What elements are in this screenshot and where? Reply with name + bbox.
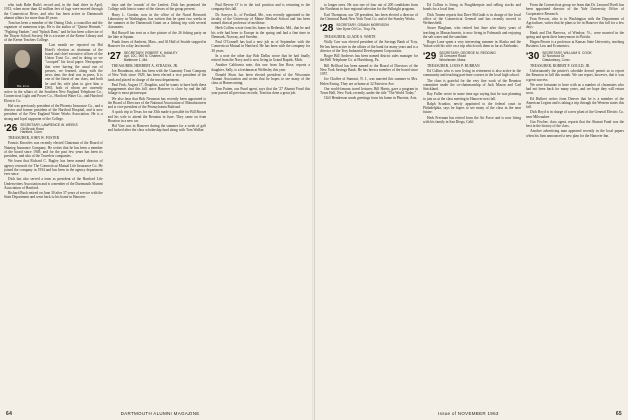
class-secretary: SECRETARY, OSMUN MORRISON Van Dyne Oil Co., Troy, Pa. <box>336 23 389 31</box>
right-page-columns <box>320 3 624 408</box>
column-6 <box>526 3 624 408</box>
paragraph: Hank and Dot Barrows, of Windsor, Vt., were married in the spring and spent their honeymoon in Florida. <box>526 30 624 39</box>
column-4 <box>320 3 418 408</box>
class-secretary: SECRETARY, ROBERT K. HAWLEY Apt. 10C, 900 N. Charles St. Baltimore 1, Md. <box>123 50 178 63</box>
running-head: DARTMOUTH ALUMNI MAGAZINE <box>120 411 200 416</box>
paragraph: TREASURER, JOHN W. FOSTER <box>8 136 60 141</box>
paragraph: Wally Carr was elected president of the Savings Bank of Troy. He has been active in the affairs of the bank for many years and is a director of the Troy Industrial Development Corporation. <box>320 40 418 53</box>
paragraph: Hal Russell has sent us a fine picture of the 26 fishing party on the lake at Squam. <box>107 30 207 39</box>
paragraph: We were fortunate to have with us a number of classmates who had not been back for many years, and we hope they will return soon. <box>526 82 624 96</box>
paragraph: Ed Collins is living in Poughkeepsie and selling stocks and bonds for a local firm. <box>423 3 521 12</box>
class-year: '28 <box>320 23 334 34</box>
paragraph: The class is grateful for the very fine work of the Reunion committee under the co-chairmanship of Jack Mason and Carl Strickland. <box>423 78 521 92</box>
paragraph: Paul O'Connell has had a new job as of September with the Connecticut Mutual in Hartford. He has been with the company for 30 years. <box>211 40 311 53</box>
paragraph: Paul Fink, August 17, Dauphin, said he wants to have both these engagements shot this fall, since Hanover is close by and the fall foliage is most picturesque. <box>107 82 207 96</box>
paragraph: Fran Prevost, who is in Washington with the Department of Agriculture, writes that he plans to be in Hanover this fall for a few days. <box>526 16 624 30</box>
paragraph: Hagen Brown is a professor at Kansas State University, teaching Business Law and Economics. <box>526 40 624 49</box>
paragraph: Ray Fuller wrote in some time ago saying that he was planning to join us at the class meeting in Hanover next fall. <box>423 92 521 101</box>
paragraph: Frank Jones of Amherst, Mass., and Al Hall of Seattle stopped in Hanover for a day last month. <box>107 40 207 49</box>
paragraph: Last month we reported on Hal Hotel's election as chairman of the board and chief executive officer of the Union Trust Co., and in doing so we "scooped" his local paper. Newspapers that were having the usual run of presses, we learned, along with the news item, the deal was in press. It is one of the finest of our class, and both he and his wife plan to give him a DSO, both of whom are currently active in the affairs of the Southern New England Telephone Co., Connecticut Light and Power Co., Hartford Water Co., and Hartford Electric Co. <box>4 43 103 103</box>
paragraph: Herb Freeman has retired from the Air Force and is now living with his family in San Diego, Calif. <box>423 115 521 124</box>
paragraph: In a note the other day Bob Dallas wrote that he had finally retired from the Navy and is now living in Grand Rapids, Mich. <box>211 53 311 62</box>
paragraph: Stowe Bingham, who retired last June after thirty years of teaching in Massachusetts, is now living in Falmouth and enjoying the salt water and the sunshine. <box>423 26 521 39</box>
paragraph: Another advertising man appeared recently in the local papers when his firm announced a new plan for the Hanover Inn. <box>526 129 624 138</box>
class-header <box>423 51 521 63</box>
paragraph: Hal Vare was in Hanover during the summer for a week of golf and looked after the class scholarship fund along with Tom Walker. <box>107 124 207 133</box>
class-header <box>4 123 103 135</box>
paragraph: Hal was previously president of the Phoenix Insurance Co., and a director and former president of the Hartford Hospital, and is now president of the New England Water Works Association. He is a strong and loyal supporter of the College. <box>4 103 103 121</box>
column-2 <box>108 3 207 408</box>
paragraph: TREASURER, LOUIS P. BURBAN <box>427 63 480 68</box>
class-year: '29 <box>423 50 437 62</box>
paragraph: Unfortunately the printer's schedule doesn't permit us to report the Reunion in full this month. We can report, however, that it was a great success. <box>526 69 624 82</box>
paragraph: Joe Chaffee of Summit, N. J., was married this summer to Mrs. Helen Ewing. They are at home at 32 Fairview Ave. <box>320 77 418 86</box>
photo-caption: Hal, let us <box>16 84 30 88</box>
paragraph: Paul Revere O' is in the tool position and is returning to the company this fall. <box>211 3 311 12</box>
class-secretary: SECRETARY, LAWRENCE W. WEEKS Old Brook Road Hartford, Conn. <box>20 122 78 135</box>
paragraph: Joe Broadman, who has been with the Guaranty Trust Company of New York since 1929, has been elected a vice president of the bank and placed in charge of the trust department. <box>107 69 207 82</box>
running-head: Issue of NOVEMBER 1963 <box>438 411 499 416</box>
paragraph: Dick Boyd is in charge of a new plant of the General Electric Co. near Milwaukee. <box>526 110 624 119</box>
left-page-columns <box>4 3 310 408</box>
paragraph: Donald Shaw has been elected president of the Wisconsin Alumni Association and writes that he hopes to see many of the class at Homecoming. <box>211 72 311 86</box>
class-header <box>320 23 418 34</box>
paragraph: From the Connecticut group we learn that Dr. Leonard Dwelt has been appointed director of the Yale University Office of Cooperative Research. <box>526 3 624 16</box>
page-footer <box>315 409 628 418</box>
class-header <box>526 51 624 63</box>
paragraph: TREASURER, ROBERT P. GOULD, JR. <box>530 63 591 68</box>
paragraph: Dick has also served a term as president of the Hartford Life Underwriters Association and is a member of the Dartmouth Alumni Association of Hartford. <box>4 177 103 190</box>
paragraph: Herb Collins wrote from his home in Bethesda, Md., that he and his wife had been to Europe in the spring and had a fine time in Denmark, Norway, and Sweden. <box>211 26 311 39</box>
paragraph: Our world-famous travel lecturer, Bill Harris, gave a program in Town Hall, New York, recently, under the title "The World Today." <box>320 86 418 95</box>
paragraph: Harry L. Gordon, now in the office of the Naval Research Laboratory in Washington, has written that he spent two weeks in the summer at the Dartmouth Grant on a fishing trip with several classmates. <box>107 12 207 30</box>
column-1 <box>4 3 103 408</box>
paragraph: Gus Fischer, class agent, reports that the Alumni Fund was the best in the history of the class. <box>526 119 624 129</box>
page-number: 64 <box>6 410 13 417</box>
portrait-photo <box>4 44 42 88</box>
paragraph: Dick Tranen reports that Dave McGrath is in charge of the local office of the Connecticut General and has recently moved to Wethersfield. <box>423 12 521 25</box>
column-3 <box>211 3 310 408</box>
paragraph: Bill Bellford has been named to the Board of Directors of the New York Savings Bank. He has been a member of the board since 1957. <box>320 63 418 76</box>
page-footer <box>0 409 314 418</box>
class-secretary: SECRETARY, GEORGE M. REDDING 18 Crescent Road Winchester, Mass. <box>439 50 496 63</box>
paragraph: Ralph Scanlon, newly appointed to the federal court in Philadelphia, says he hopes to see many of the class in the near future. <box>423 101 521 115</box>
paragraph: Roger Lane spent a very interesting summer in Alaska and the Yukon with his wife on a trip which took them as far as Fairbanks. <box>423 40 521 49</box>
class-secretary: SECRETARY, WILLIAM S. COOK 42 Norwood Dr. Glastonbury, Conn. <box>542 50 592 63</box>
paragraph: Francis Knowles was recently elected Chairman of the Board of Nutmeg Insurance Company. He writes that he has been a member of the board since 1949, and for the past few years has been its president, and also of the Travelers companies. <box>4 141 103 159</box>
paragraph: A quick trip to Texas for our 35th made it possible for Bill Brown and his wife to attend the Reunion in June. They came on from Houston in a new car. <box>107 110 207 123</box>
paragraph: We learn that Richard C. Bagley has been named director of agency research for The Connecticut Mutual Life Insurance Co. He joined the company in 1934 and has been in the agency department ever since. <box>4 159 103 177</box>
paragraph: Richard Buck retired on June 30 after 37 years of service with the State Department and went back to his home in Hanover. <box>4 191 103 200</box>
paragraph: We also hear that Bob Nessman has recently been appointed to the Board of Directors of the National Association of Manufacturers and is vice-president of the Pennsylvania Railroad. <box>107 96 207 110</box>
right-page <box>314 0 628 420</box>
paragraph: Cliff Henderson sends greetings from his home in Phoenix, Ariz. <box>324 96 418 101</box>
paragraph: Tom Patten, our Fund agent, says that the '27 Alumni Fund this year passed all previous records; Tom has done a great job. <box>211 86 311 95</box>
paragraph: TREASURER, GLADE A. WHITE <box>324 35 376 39</box>
paragraph: who took Babe Ruth's record and, in the final drive in April, 1913, when more than 42 million feet of logs were moved through the Connecticut River, and who has been active in Dartmouth alumni affairs for more than 40 years. <box>4 3 103 20</box>
paragraph: Ed Collins who is now living in retirement is also active in the community and teaching part-time courses in the local high school. <box>423 69 521 78</box>
class-year: '27 <box>107 50 121 62</box>
paragraph: Earl Thompson, our '28 president, has been elected a director of the Chemical Bank New York Trust Co. and of the Stanley Works. <box>320 12 418 21</box>
page-number: 65 <box>615 410 622 417</box>
paragraph: days and the 'rounds' of the Lenfest. Dick has promised the College with him to some of the classes of the group present. <box>107 3 207 12</box>
column-5 <box>423 3 521 408</box>
paragraph: TREASURER, HERBERT A. STRAUSS, JR. <box>111 63 178 68</box>
paragraph: Tom has been a member of the Outing Club, a councillor and the organizer of numerous trips. He is the author of "Quinte Hennett," "Fighting Yankee," and "Splash Dam," and he has been a director of the Thayer School Society. He is a trustee of the Keene Library and of the Keene Teachers College. <box>4 21 103 42</box>
paragraph: Ed Hulbert writes from Denver that he is a member of the American Legion and is taking a trip through the Western states this fall. <box>526 96 624 110</box>
paragraph: Another California note, this one from Jim Rose, reports a daughter, Sally, is a freshman at Wellesley this year. <box>211 63 311 72</box>
class-year: '26 <box>4 122 18 134</box>
paragraph: Dr. Sawyer, Jr., of Portland, Me., was recently appointed to the faculty of the University of Maine Medical School and has been named clinical professor of medicine. <box>211 12 311 25</box>
class-header <box>108 51 207 63</box>
paragraph: to longer ones. He was one of four out of 200 candidates from the Northeast to face regional selection for the Fulbright program. <box>320 3 418 12</box>
paragraph: Roger Bill Andrews has been named district sales manager for the Bell Telephone Co. at Harrisburg, Pa. <box>320 54 418 63</box>
class-year: '30 <box>526 50 540 62</box>
